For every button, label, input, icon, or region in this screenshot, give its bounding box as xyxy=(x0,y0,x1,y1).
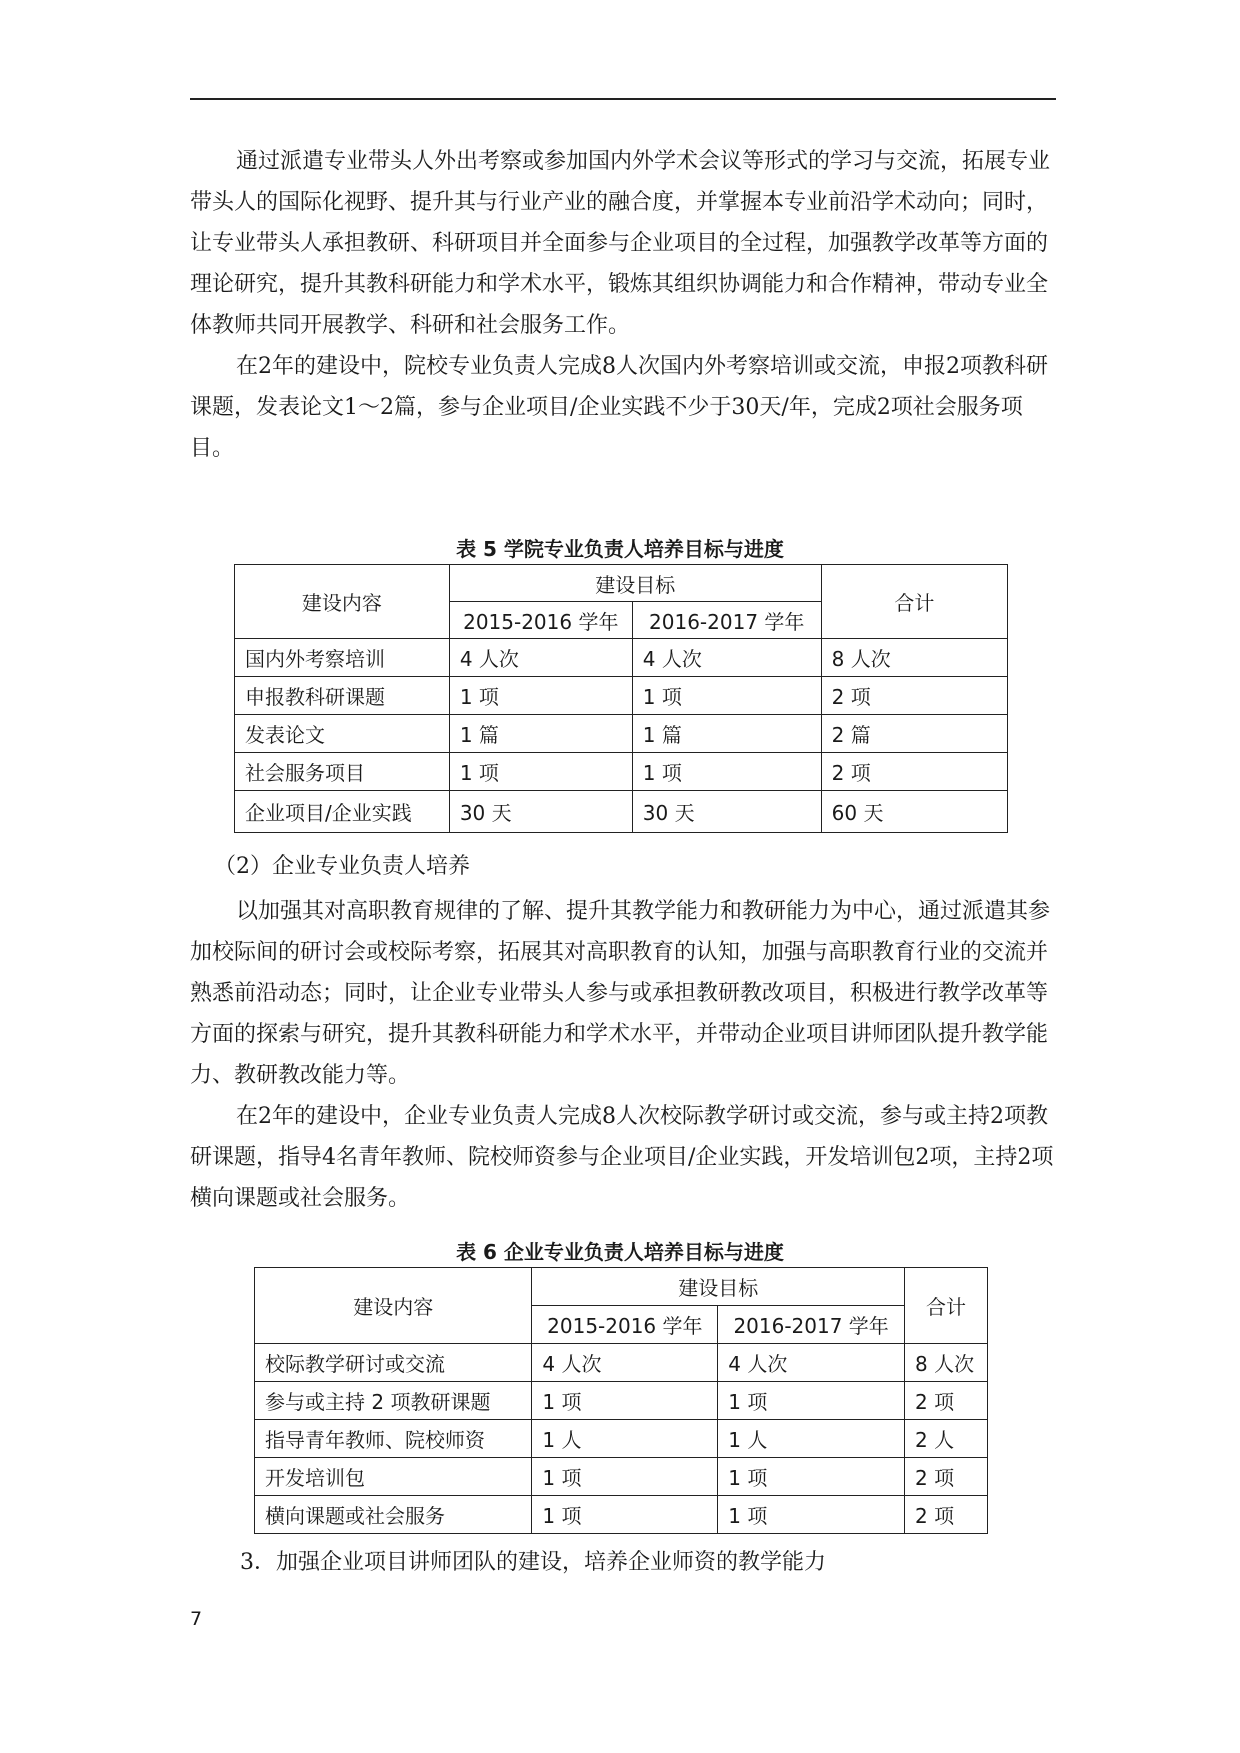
table6 xyxy=(254,1267,988,1534)
table-cell: 8 人次 xyxy=(821,639,1007,677)
table-cell: 1 篇 xyxy=(632,715,821,753)
table-cell: 1 项 xyxy=(718,1382,905,1420)
table-row xyxy=(255,1496,988,1534)
table-cell: 2 项 xyxy=(905,1496,988,1534)
table-cell: 2 项 xyxy=(821,753,1007,791)
table-cell: 2 项 xyxy=(821,677,1007,715)
page-number: 7 xyxy=(190,1608,203,1630)
table-cell: 2 人 xyxy=(905,1420,988,1458)
table-cell: 1 人 xyxy=(532,1420,718,1458)
table-cell: 1 项 xyxy=(449,677,632,715)
table-cell: 申报教科研课题 xyxy=(235,677,450,715)
table6-header-content: 建设内容 xyxy=(255,1268,532,1344)
table-cell: 60 天 xyxy=(821,791,1007,833)
paragraph: 在2年的建设中，企业专业负责人完成8人次校际教学研讨或交流，参与或主持2项教研课题，指导4名青年教师、院校师资参与企业项目/企业实践，开发培训包2项，主持2项横向课题或社会服务。 xyxy=(190,1104,1054,1211)
table5-header-year2: 2016-2017 学年 xyxy=(632,602,821,639)
table-cell: 1 项 xyxy=(532,1382,718,1420)
table6-header-target: 建设目标 xyxy=(532,1268,905,1306)
table6-caption: 表 6 企业专业负责人培养目标与进度 xyxy=(456,1240,784,1264)
mid-paragraphs xyxy=(190,891,1056,1219)
table-cell: 1 项 xyxy=(532,1458,718,1496)
table6-header-year1: 2015-2016 学年 xyxy=(532,1306,718,1344)
paragraph: 在2年的建设中，院校专业负责人完成8人次国内外考察培训或交流，申报2项教科研课题，发表论文1～2篇，参与企业项目/企业实践不少于30天/年，完成2项社会服务项目。 xyxy=(190,354,1048,461)
table-cell: 1 项 xyxy=(718,1496,905,1534)
table-cell: 参与或主持 2 项教研课题 xyxy=(255,1382,532,1420)
table-row xyxy=(235,753,1008,791)
table-cell: 企业项目/企业实践 xyxy=(235,791,450,833)
table-row xyxy=(235,677,1008,715)
table-cell: 2 项 xyxy=(905,1458,988,1496)
paragraph: 以加强其对高职教育规律的了解、提升其教学能力和教研能力为中心，通过派遣其参加校际间的研讨会或校际考察，拓展其对高职教育的认知，加强与高职教育行业的交流并熟悉前沿动态；同时，让企业专业带头人参与或承担教研教改项目，积极进行教学改革等方面的探索与研究，提升其教科研能力和学术水平，并带动企业项目讲师团队提升教学能力、教研教改能力等。 xyxy=(190,899,1051,1088)
paragraph: 通过派遣专业带头人外出考察或参加国内外学术会议等形式的学习与交流，拓展专业带头人的国际化视野、提升其与行业产业的融合度，并掌握本专业前沿学术动向；同时，让专业带头人承担教研、科研项目并全面参与企业项目的全过程，加强教学改革等方面的理论研究，提升其教科研能力和学术水平，锻炼其组织协调能力和合作精神，带动专业全体教师共同开展教学、科研和社会服务工作。 xyxy=(190,149,1051,338)
table5-header-year1: 2015-2016 学年 xyxy=(449,602,632,639)
table5-header-total: 合计 xyxy=(821,565,1007,639)
table-cell: 校际教学研讨或交流 xyxy=(255,1344,532,1382)
table5 xyxy=(234,564,1008,833)
table-cell: 4 人次 xyxy=(532,1344,718,1382)
table-cell: 1 篇 xyxy=(449,715,632,753)
table-cell: 国内外考察培训 xyxy=(235,639,450,677)
table-cell: 30 天 xyxy=(449,791,632,833)
table-cell: 横向课题或社会服务 xyxy=(255,1496,532,1534)
table6-header-total: 合计 xyxy=(905,1268,988,1344)
table-cell: 4 人次 xyxy=(718,1344,905,1382)
table6-header-year2: 2016-2017 学年 xyxy=(718,1306,905,1344)
table-cell: 1 项 xyxy=(632,753,821,791)
table-cell: 1 项 xyxy=(718,1458,905,1496)
table-cell: 2 项 xyxy=(905,1382,988,1420)
table-cell: 8 人次 xyxy=(905,1344,988,1382)
table-row xyxy=(255,1382,988,1420)
table-cell: 4 人次 xyxy=(632,639,821,677)
table-cell: 4 人次 xyxy=(449,639,632,677)
table5-header-target: 建设目标 xyxy=(449,565,821,602)
table-row xyxy=(235,791,1008,833)
table-cell: 指导青年教师、院校师资 xyxy=(255,1420,532,1458)
table5-header-content: 建设内容 xyxy=(235,565,450,639)
table-cell: 30 天 xyxy=(632,791,821,833)
table-row xyxy=(235,715,1008,753)
top-paragraphs xyxy=(190,141,1056,469)
table-cell: 1 项 xyxy=(532,1496,718,1534)
table-cell: 1 项 xyxy=(449,753,632,791)
section-3-heading: 3．加强企业项目讲师团队的建设，培养企业师资的教学能力 xyxy=(240,1550,826,1575)
table-row xyxy=(235,639,1008,677)
table-cell: 开发培训包 xyxy=(255,1458,532,1496)
table-row xyxy=(255,1458,988,1496)
table-row xyxy=(255,1344,988,1382)
header-rule xyxy=(190,98,1056,100)
table5-caption: 表 5 学院专业负责人培养目标与进度 xyxy=(456,537,784,561)
table-cell: 社会服务项目 xyxy=(235,753,450,791)
table-cell: 1 项 xyxy=(632,677,821,715)
table-cell: 1 人 xyxy=(718,1420,905,1458)
table-cell: 发表论文 xyxy=(235,715,450,753)
table-row xyxy=(255,1420,988,1458)
table-cell: 2 篇 xyxy=(821,715,1007,753)
section-2-heading: （2）企业专业负责人培养 xyxy=(214,854,470,879)
